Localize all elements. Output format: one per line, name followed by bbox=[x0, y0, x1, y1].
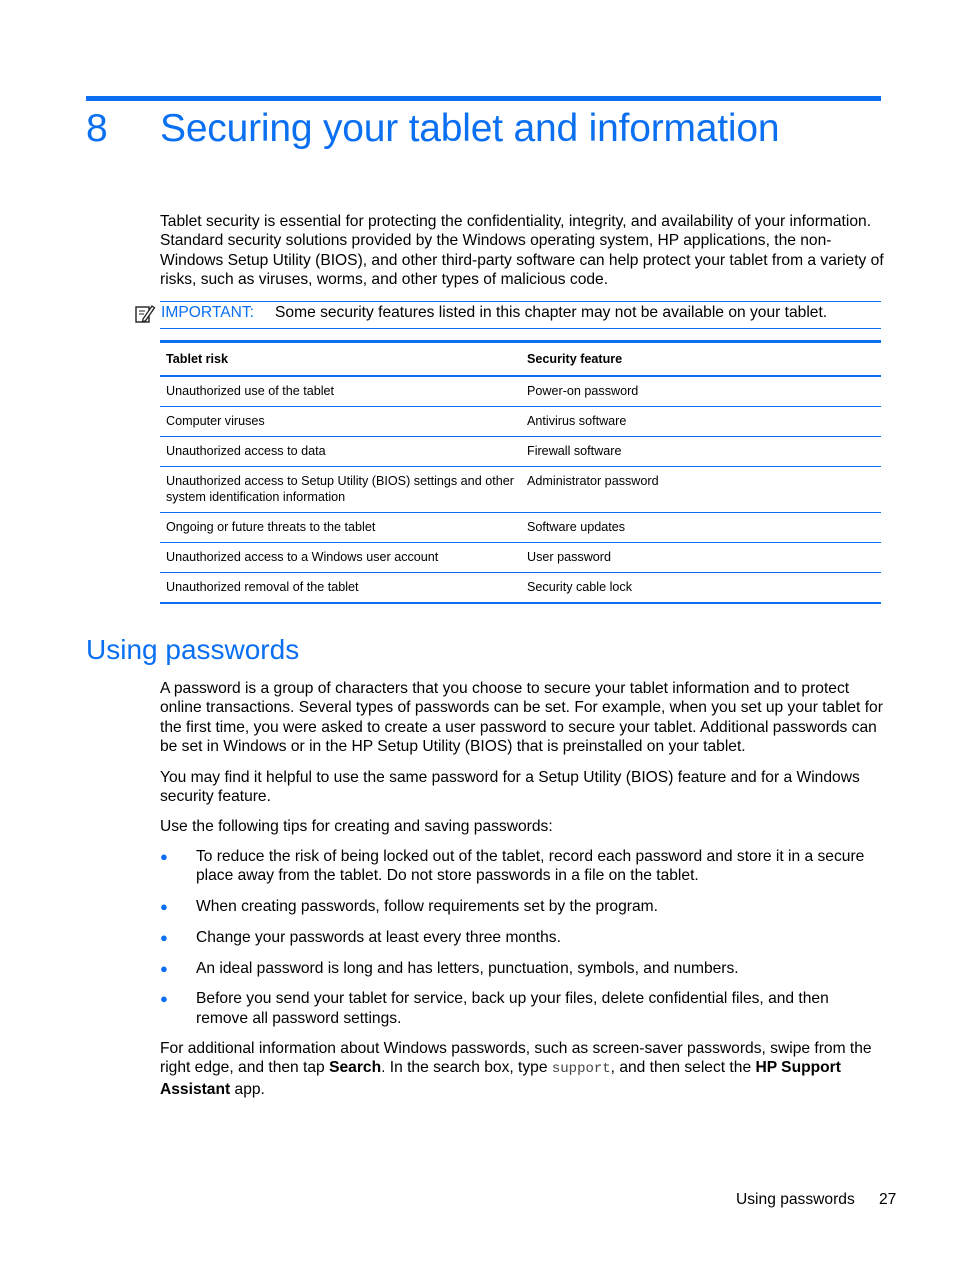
feature-cell: Software updates bbox=[521, 513, 881, 543]
list-item-text: Change your passwords at least every three months. bbox=[196, 928, 561, 946]
risk-cell: Unauthorized access to data bbox=[160, 437, 521, 467]
risk-cell: Unauthorized access to a Windows user account bbox=[160, 543, 521, 573]
table-row bbox=[160, 543, 881, 573]
risk-cell: Unauthorized use of the tablet bbox=[160, 376, 521, 407]
passwords-paragraph-2: You may find it helpful to use the same password for a Setup Utility (BIOS) feature and for a Windows security feature. bbox=[160, 769, 860, 806]
security-risk-table bbox=[160, 340, 881, 604]
password-tips-list bbox=[160, 847, 884, 1040]
important-text: Some security features listed in this chapter may not be available on your tablet. bbox=[275, 304, 828, 321]
table-header-row bbox=[160, 342, 881, 377]
list-item-text: An ideal password is long and has letters, punctuation, symbols, and numbers. bbox=[196, 959, 739, 977]
additional-info-text: For additional information about Windows passwords, such as screen-saver passwords, swipe from the right edge, and then tap bbox=[160, 1040, 872, 1077]
search-term: Search bbox=[329, 1059, 382, 1077]
additional-info-text: app. bbox=[230, 1080, 265, 1098]
intro-paragraph: Tablet security is essential for protecting the confidentiality, integrity, and availability of your information. Standard security solutions provided by the Windows operating system, HP applications, the non-Windows Setup Utility (BIOS), and other third-party software can help protect your tablet from a variety of risks, such as viruses, worms, and other types of malicious code. bbox=[160, 213, 884, 288]
chapter-number: 8 bbox=[86, 107, 108, 150]
search-code: support bbox=[551, 1061, 611, 1078]
bullet-icon: ● bbox=[160, 849, 168, 864]
list-item-text: Before you send your tablet for service, back up your files, delete confidential files, and then remove all password settings. bbox=[196, 990, 829, 1027]
feature-cell: Administrator password bbox=[521, 467, 881, 513]
feature-cell: Firewall software bbox=[521, 437, 881, 467]
feature-cell: Power-on password bbox=[521, 376, 881, 407]
risk-cell: Computer viruses bbox=[160, 407, 521, 437]
passwords-paragraph-1: A password is a group of characters that you choose to secure your tablet information and to protect online transactions. Several types of passwords can be set. For example, when you set up your tablet for the first time, you were asked to create a user password to secure your tablet. Additional passwords can be set in Windows or in the HP Setup Utility (BIOS) that is preinstalled on your tablet. bbox=[160, 680, 883, 755]
section-title: Using passwords bbox=[86, 634, 300, 665]
chapter-rule bbox=[86, 96, 881, 101]
risk-cell: Ongoing or future threats to the tablet bbox=[160, 513, 521, 543]
list-item-text: When creating passwords, follow requirements set by the program. bbox=[196, 898, 658, 916]
table-row bbox=[160, 437, 881, 467]
table-row bbox=[160, 467, 881, 513]
important-label: IMPORTANT: bbox=[161, 304, 254, 321]
table-row bbox=[160, 407, 881, 437]
bullet-icon: ● bbox=[160, 991, 168, 1007]
list-item bbox=[160, 959, 884, 978]
column-header-risk: Tablet risk bbox=[166, 351, 229, 366]
page-number: 27 bbox=[879, 1191, 897, 1208]
list-item bbox=[160, 928, 884, 947]
table-row bbox=[160, 376, 881, 407]
passwords-paragraph-3: Use the following tips for creating and saving passwords: bbox=[160, 818, 553, 835]
additional-info-text: , and then select the bbox=[610, 1059, 756, 1077]
feature-cell: Antivirus software bbox=[521, 407, 881, 437]
additional-info-paragraph bbox=[160, 1039, 884, 1099]
feature-cell: User password bbox=[521, 543, 881, 573]
bullet-icon: ● bbox=[160, 899, 168, 915]
column-header-feature: Security feature bbox=[527, 351, 623, 366]
note-pencil-icon bbox=[134, 303, 156, 325]
risk-cell: Unauthorized access to Setup Utility (BIOS) settings and other system identification information bbox=[160, 467, 521, 513]
feature-cell: Security cable lock bbox=[521, 573, 881, 604]
table-row bbox=[160, 513, 881, 543]
table-row bbox=[160, 573, 881, 604]
additional-info-text: . In the search box, type bbox=[381, 1059, 552, 1077]
list-item-text: To reduce the risk of being locked out of the tablet, record each password and store it in a secure place away from the tablet. Do not store passwords in a file on the tablet. bbox=[196, 848, 865, 885]
list-item bbox=[160, 847, 884, 886]
bullet-icon: ● bbox=[160, 929, 168, 945]
chapter-title: Securing your tablet and information bbox=[160, 107, 780, 150]
bullet-icon: ● bbox=[160, 960, 168, 976]
list-item bbox=[160, 897, 884, 916]
risk-cell: Unauthorized removal of the tablet bbox=[160, 573, 521, 604]
app-name: HP Support Assistant bbox=[160, 1059, 841, 1098]
footer-section-name: Using passwords bbox=[736, 1191, 855, 1208]
list-item bbox=[160, 989, 884, 1028]
